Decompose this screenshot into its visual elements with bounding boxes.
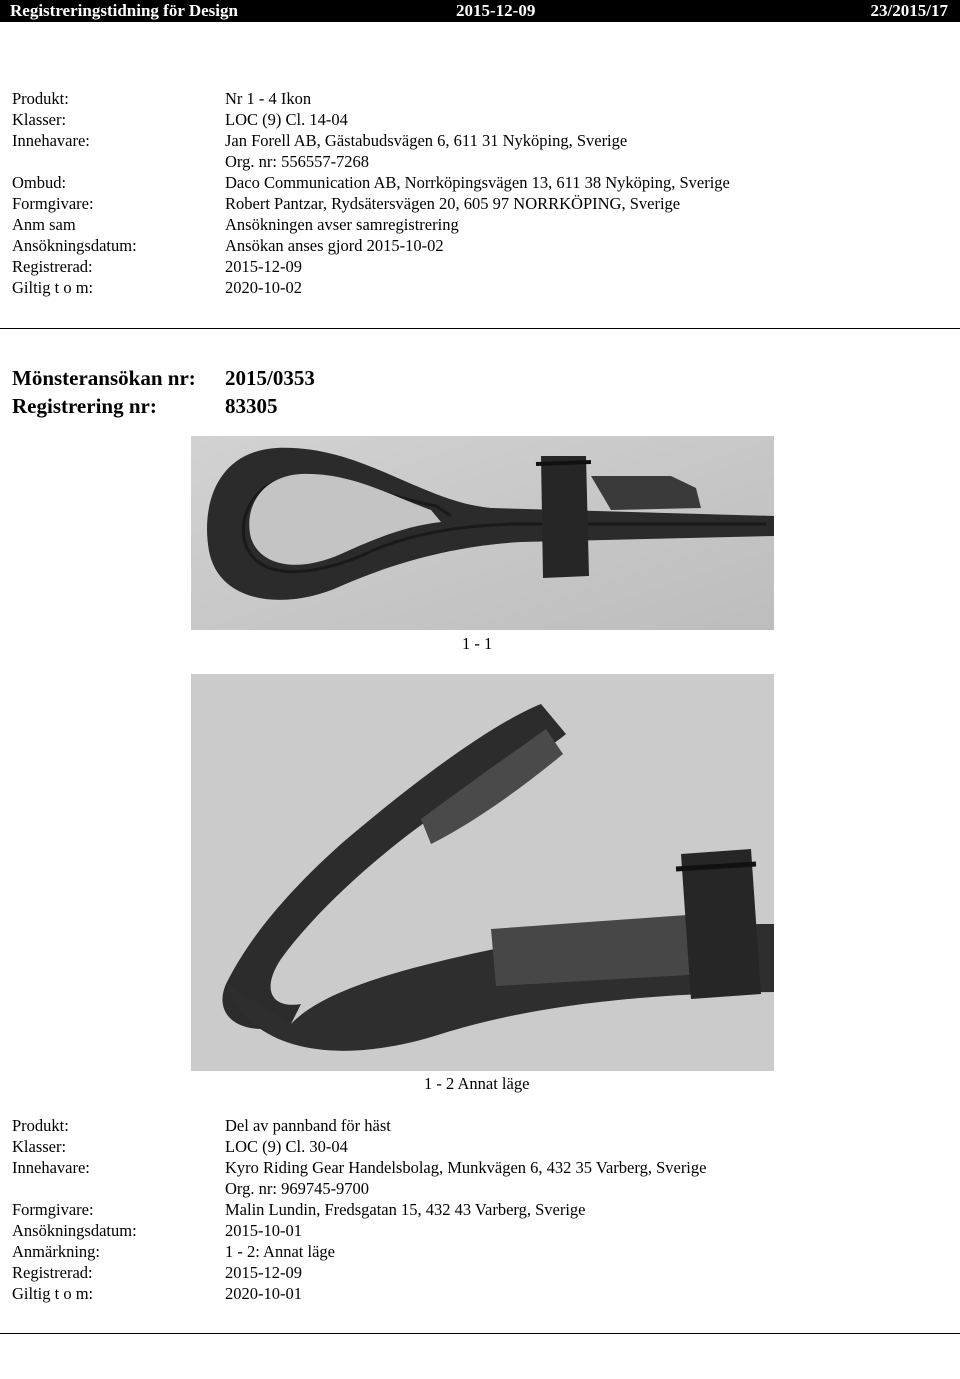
publication-title: Registreringstidning för Design (10, 1, 238, 20)
design-photo-2 (191, 674, 774, 1071)
figure-caption-2: 1 - 2 Annat läge (424, 1074, 530, 1093)
page-header (0, 0, 960, 22)
page-number: 23/2015/17 (870, 1, 948, 20)
publication-date: 2015-12-09 (456, 1, 536, 20)
section-divider (0, 1333, 960, 1334)
figure-caption-1: 1 - 1 (462, 634, 493, 653)
design-photo-1 (191, 436, 774, 630)
section-divider (0, 328, 960, 329)
